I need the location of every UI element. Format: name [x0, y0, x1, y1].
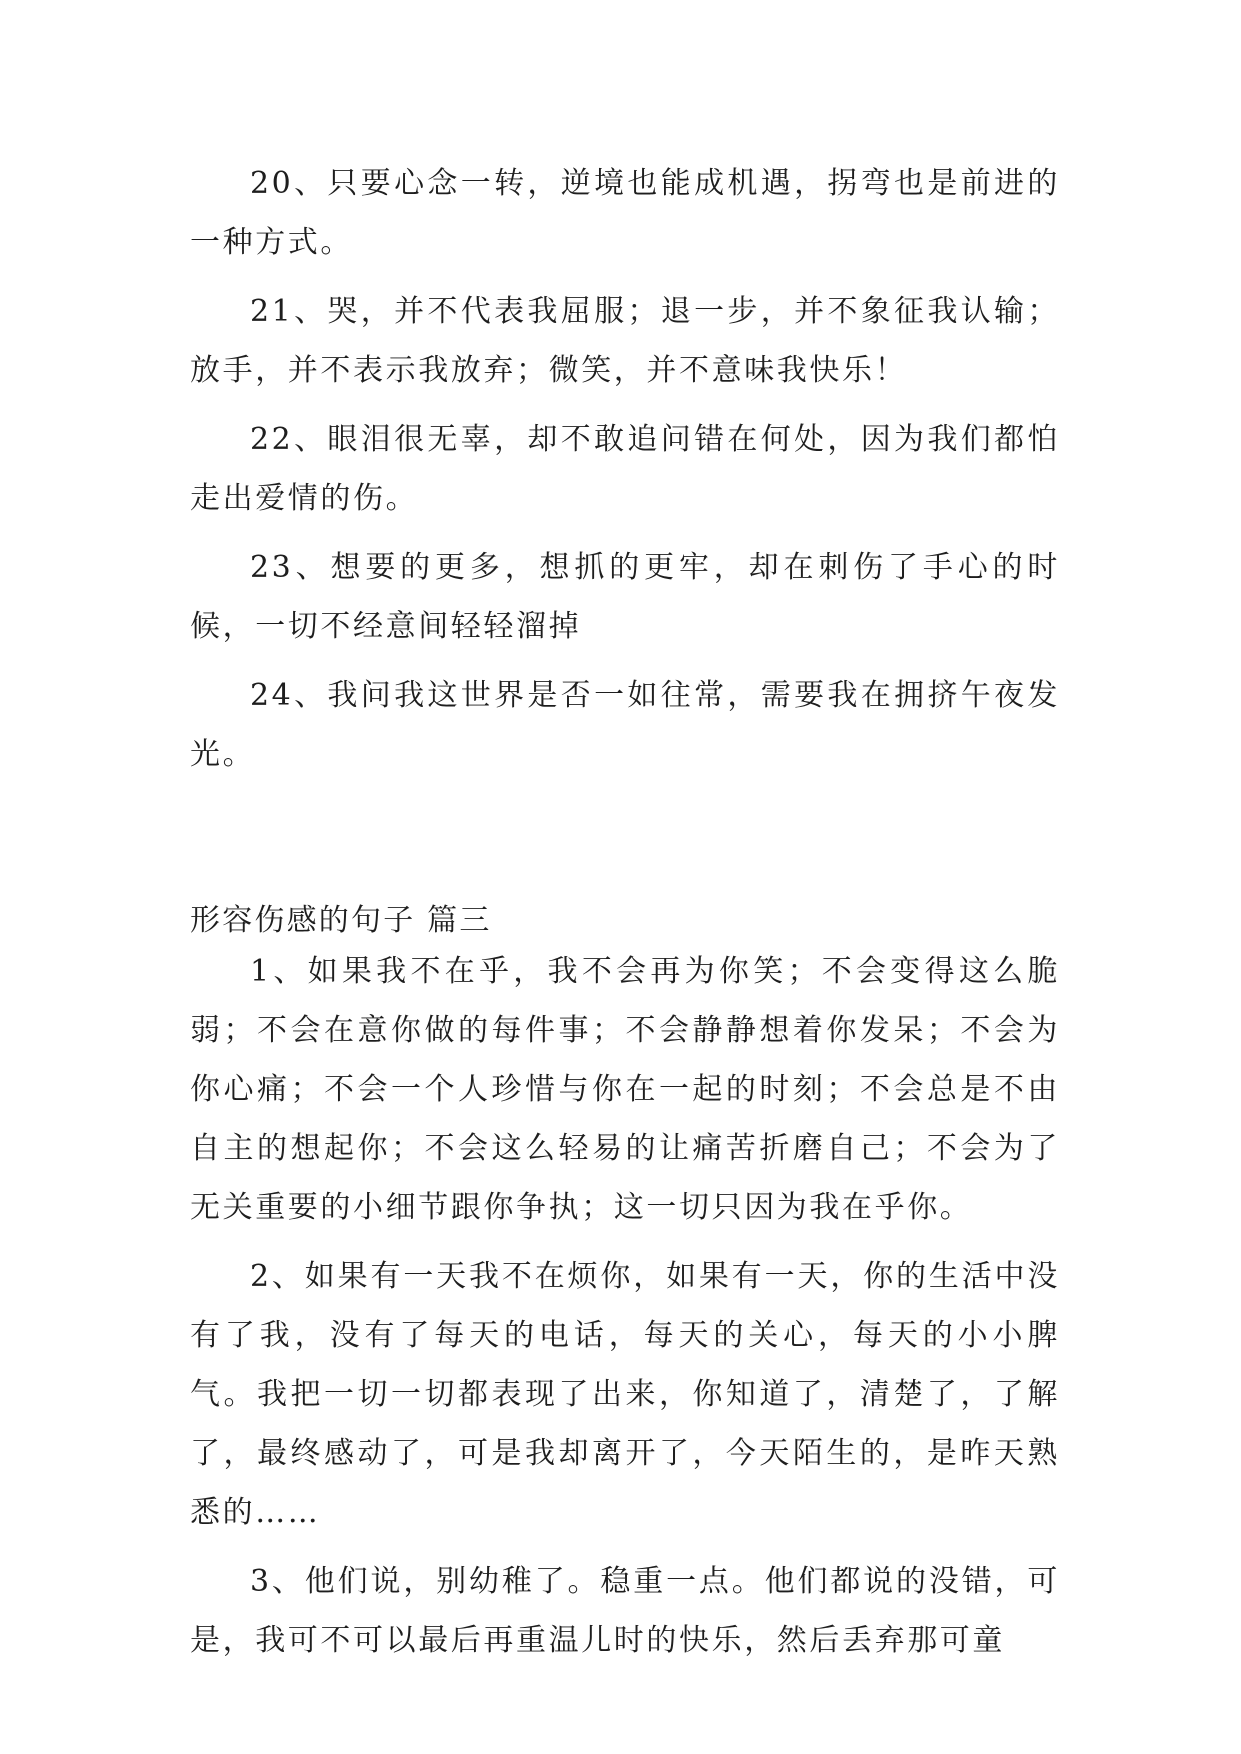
section-a	[190, 154, 1060, 784]
list-item: 24、我问我这世界是否一如往常，需要我在拥挤午夜发光。	[190, 678, 1060, 772]
list-item: 20、只要心念一转，逆境也能成机遇，拐弯也是前进的一种方式。	[190, 166, 1060, 260]
section-b	[190, 942, 1060, 1670]
document-page	[190, 154, 1060, 1680]
list-item: 3、他们说，别幼稚了。稳重一点。他们都说的没错，可是，我可不可以最后再重温儿时的快乐，然后丢弃那可童	[190, 1564, 1060, 1658]
section-heading: 形容伤感的句子 篇三	[190, 903, 492, 938]
list-item: 1、如果我不在乎，我不会再为你笑；不会变得这么脆弱；不会在意你做的每件事；不会静静想着你发呆；不会为你心痛；不会一个人珍惜与你在一起的时刻；不会总是不由自主的想起你；不会这么轻易的让痛苦折磨自己；不会为了无关重要的小细节跟你争执；这一切只因为我在乎你。	[190, 954, 1060, 1225]
list-item: 21、哭，并不代表我屈服；退一步，并不象征我认输；放手，并不表示我放弃；微笑，并不意味我快乐！	[190, 294, 1060, 388]
list-item: 22、眼泪很无辜，却不敢追问错在何处，因为我们都怕走出爱情的伤。	[190, 422, 1060, 516]
list-item: 2、如果有一天我不在烦你，如果有一天，你的生活中没有了我，没有了每天的电话，每天的关心，每天的小小脾气。我把一切一切都表现了出来，你知道了，清楚了，了解了，最终感动了，可是我却离开了，今天陌生的，是昨天熟悉的……	[190, 1259, 1060, 1530]
list-item: 23、想要的更多，想抓的更牢，却在刺伤了手心的时候，一切不经意间轻轻溜掉	[190, 550, 1060, 644]
